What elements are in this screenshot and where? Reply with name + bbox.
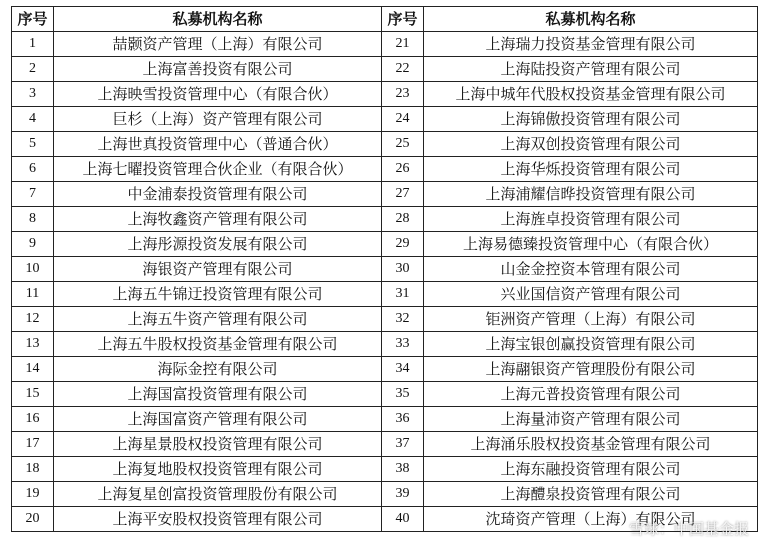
institution-name-cell: 上海复地股权投资管理有限公司	[54, 457, 382, 482]
institution-name-cell: 海银资产管理有限公司	[54, 257, 382, 282]
serial-cell: 29	[382, 232, 424, 257]
serial-cell: 22	[382, 57, 424, 82]
institution-name-cell: 上海五牛股权投资基金管理有限公司	[54, 332, 382, 357]
serial-cell: 21	[382, 32, 424, 57]
serial-cell: 20	[12, 507, 54, 532]
table-row	[12, 32, 758, 57]
serial-cell: 6	[12, 157, 54, 182]
serial-cell: 15	[12, 382, 54, 407]
institution-name-cell: 上海元普投资管理有限公司	[424, 382, 758, 407]
table-row	[12, 207, 758, 232]
institution-name-cell: 上海宝银创赢投资管理有限公司	[424, 332, 758, 357]
table-body	[12, 32, 758, 532]
institution-name-cell: 上海五牛锦迂投资管理有限公司	[54, 282, 382, 307]
table-row	[12, 132, 758, 157]
institution-name-cell: 上海瑞力投资基金管理有限公司	[424, 32, 758, 57]
table-row	[12, 357, 758, 382]
serial-cell: 12	[12, 307, 54, 332]
serial-cell: 11	[12, 282, 54, 307]
header-institution-name-1: 私募机构名称	[54, 7, 382, 32]
table-row	[12, 232, 758, 257]
institution-name-cell: 海际金控有限公司	[54, 357, 382, 382]
institution-name-cell: 上海国富资产管理有限公司	[54, 407, 382, 432]
serial-cell: 34	[382, 357, 424, 382]
institution-name-cell: 上海陆投资产管理有限公司	[424, 57, 758, 82]
institution-name-cell: 兴业国信资产管理有限公司	[424, 282, 758, 307]
table-row	[12, 82, 758, 107]
header-serial-1: 序号	[12, 7, 54, 32]
table-row	[12, 257, 758, 282]
serial-cell: 38	[382, 457, 424, 482]
institution-name-cell: 上海牧鑫资产管理有限公司	[54, 207, 382, 232]
institution-name-cell: 上海东融投资管理有限公司	[424, 457, 758, 482]
institution-name-cell: 中金浦泰投资管理有限公司	[54, 182, 382, 207]
serial-cell: 8	[12, 207, 54, 232]
header-institution-name-2: 私募机构名称	[424, 7, 758, 32]
institution-name-cell: 钜洲资产管理（上海）有限公司	[424, 307, 758, 332]
institution-name-cell: 上海星景股权投资管理有限公司	[54, 432, 382, 457]
institution-name-cell: 上海复星创富投资管理股份有限公司	[54, 482, 382, 507]
table-row	[12, 332, 758, 357]
serial-cell: 36	[382, 407, 424, 432]
serial-cell: 4	[12, 107, 54, 132]
table-row	[12, 507, 758, 532]
institution-name-cell: 上海映雪投资管理中心（有限合伙）	[54, 82, 382, 107]
table-row	[12, 157, 758, 182]
serial-cell: 3	[12, 82, 54, 107]
table-row	[12, 282, 758, 307]
serial-cell: 28	[382, 207, 424, 232]
table-row	[12, 432, 758, 457]
serial-cell: 31	[382, 282, 424, 307]
institution-name-cell: 喆颢资产管理（上海）有限公司	[54, 32, 382, 57]
institution-name-cell: 山金金控资本管理有限公司	[424, 257, 758, 282]
institution-name-cell: 上海五牛资产管理有限公司	[54, 307, 382, 332]
institution-name-cell: 上海平安股权投资管理有限公司	[54, 507, 382, 532]
institution-name-cell: 上海世真投资管理中心（普通合伙）	[54, 132, 382, 157]
institution-name-cell: 沈琦资产管理（上海）有限公司	[424, 507, 758, 532]
table-row	[12, 107, 758, 132]
institution-name-cell: 巨杉（上海）资产管理有限公司	[54, 107, 382, 132]
watermark: 雪球：中国基金报	[628, 520, 749, 538]
serial-cell: 16	[12, 407, 54, 432]
serial-cell: 32	[382, 307, 424, 332]
serial-cell: 17	[12, 432, 54, 457]
table-row	[12, 182, 758, 207]
serial-cell: 19	[12, 482, 54, 507]
serial-cell: 9	[12, 232, 54, 257]
serial-cell: 10	[12, 257, 54, 282]
serial-cell: 35	[382, 382, 424, 407]
serial-cell: 30	[382, 257, 424, 282]
serial-cell: 33	[382, 332, 424, 357]
serial-cell: 25	[382, 132, 424, 157]
serial-cell: 27	[382, 182, 424, 207]
serial-cell: 39	[382, 482, 424, 507]
institution-name-cell: 上海七曜投资管理合伙企业（有限合伙）	[54, 157, 382, 182]
serial-cell: 1	[12, 32, 54, 57]
table-row	[12, 457, 758, 482]
table-header-row	[12, 7, 758, 32]
institution-name-cell: 上海旌卓投资管理有限公司	[424, 207, 758, 232]
table-row	[12, 382, 758, 407]
private-fund-table	[11, 6, 758, 532]
institution-name-cell: 上海富善投资有限公司	[54, 57, 382, 82]
institution-name-cell: 上海华烁投资管理有限公司	[424, 157, 758, 182]
serial-cell: 2	[12, 57, 54, 82]
table-row	[12, 57, 758, 82]
institution-name-cell: 上海浦耀信晔投资管理有限公司	[424, 182, 758, 207]
institution-name-cell: 上海翮银资产管理股份有限公司	[424, 357, 758, 382]
serial-cell: 5	[12, 132, 54, 157]
institution-name-cell: 上海彤源投资发展有限公司	[54, 232, 382, 257]
serial-cell: 13	[12, 332, 54, 357]
serial-cell: 14	[12, 357, 54, 382]
institution-name-cell: 上海量沛资产管理有限公司	[424, 407, 758, 432]
institution-name-cell: 上海中城年代股权投资基金管理有限公司	[424, 82, 758, 107]
serial-cell: 23	[382, 82, 424, 107]
serial-cell: 37	[382, 432, 424, 457]
institution-name-cell: 上海国富投资管理有限公司	[54, 382, 382, 407]
serial-cell: 26	[382, 157, 424, 182]
table-row	[12, 307, 758, 332]
table-row	[12, 407, 758, 432]
header-serial-2: 序号	[382, 7, 424, 32]
institution-name-cell: 上海涌乐股权投资基金管理有限公司	[424, 432, 758, 457]
serial-cell: 7	[12, 182, 54, 207]
table-row	[12, 482, 758, 507]
private-fund-table-container	[11, 6, 758, 532]
institution-name-cell: 上海易德臻投资管理中心（有限合伙）	[424, 232, 758, 257]
institution-name-cell: 上海双创投资管理有限公司	[424, 132, 758, 157]
institution-name-cell: 上海醴泉投资管理有限公司	[424, 482, 758, 507]
institution-name-cell: 上海锦傲投资管理有限公司	[424, 107, 758, 132]
serial-cell: 24	[382, 107, 424, 132]
serial-cell: 18	[12, 457, 54, 482]
serial-cell: 40	[382, 507, 424, 532]
